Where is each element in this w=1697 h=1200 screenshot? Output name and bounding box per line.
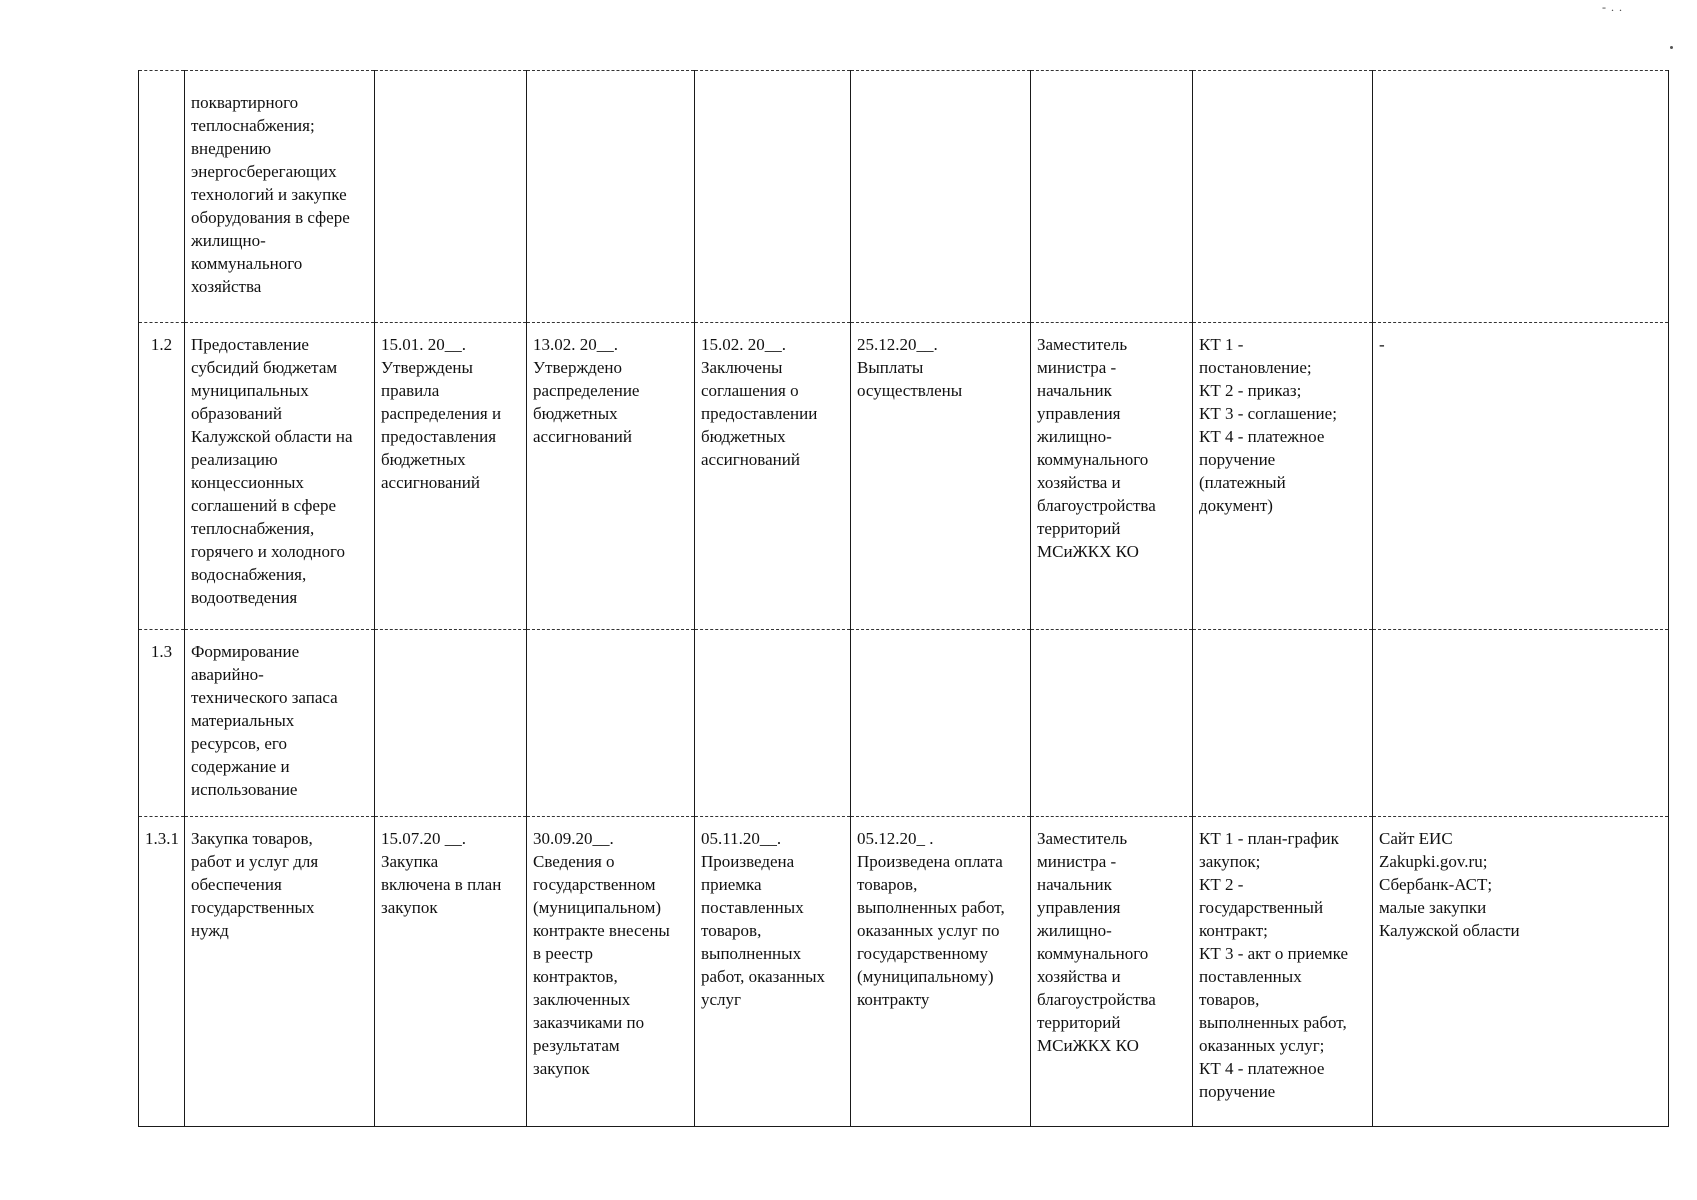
page-corner-mark: - . . (1602, 0, 1623, 14)
control-point-4 (851, 71, 1031, 323)
row-number (139, 71, 185, 323)
control-point-4: 25.12.20__. Выплаты осуществлены (851, 323, 1031, 630)
control-point-3: 15.02. 20__. Заключены соглашения о предоставлении бюджетных ассигнований (695, 323, 851, 630)
row-number: 1.3 (139, 630, 185, 817)
control-point-1 (375, 630, 527, 817)
responsible-person (1031, 71, 1193, 323)
confirming-document: КТ 1 - постановление; КТ 2 - приказ; КТ 3 - соглашение; КТ 4 - платежное поручение (платежный документ) (1193, 323, 1373, 630)
control-point-4 (851, 630, 1031, 817)
control-point-4: 05.12.20_ . Произведена оплата товаров, выполненных работ, оказанных услуг по государственному (муниципальному) контракту (851, 817, 1031, 1127)
information-system (1373, 630, 1669, 817)
control-point-3: 05.11.20__. Произведена приемка поставленных товаров, выполненных работ, оказанных услуг (695, 817, 851, 1127)
information-system: Сайт ЕИС Zakupki.gov.ru; Сбербанк-АСТ; малые закупки Калужской области (1373, 817, 1669, 1127)
event-name: Предоставление субсидий бюджетам муниципальных образований Калужской области на реализацию концессионных соглашений в сфере теплоснабжения, горячего и холодного водоснабжения, водоотведения (185, 323, 375, 630)
event-name: Закупка товаров, работ и услуг для обеспечения государственных нужд (185, 817, 375, 1127)
event-name: поквартирного теплоснабжения; внедрению энергосберегающих технологий и закупке оборудования в сфере жилищно- коммунального хозяйства (185, 71, 375, 323)
information-system: - (1373, 323, 1669, 630)
control-point-1: 15.07.20 __. Закупка включена в план закупок (375, 817, 527, 1127)
responsible-person: Заместитель министра - начальник управления жилищно- коммунального хозяйства и благоустройства территорий МСиЖКХ КО (1031, 323, 1193, 630)
control-point-2: 13.02. 20__. Утверждено распределение бюджетных ассигнований (527, 323, 695, 630)
confirming-document (1193, 630, 1373, 817)
control-point-1: 15.01. 20__. Утверждены правила распределения и предоставления бюджетных ассигнований (375, 323, 527, 630)
table-row (139, 71, 1669, 323)
information-system (1373, 71, 1669, 323)
control-point-3 (695, 71, 851, 323)
responsible-person: Заместитель министра - начальник управления жилищно- коммунального хозяйства и благоустройства территорий МСиЖКХ КО (1031, 817, 1193, 1127)
table-row (139, 817, 1669, 1127)
implementation-plan-table (138, 70, 1669, 1127)
event-name: Формирование аварийно- технического запаса материальных ресурсов, его содержание и использование (185, 630, 375, 817)
table-row (139, 630, 1669, 817)
control-point-1 (375, 71, 527, 323)
responsible-person (1031, 630, 1193, 817)
confirming-document: КТ 1 - план-график закупок; КТ 2 - государственный контракт; КТ 3 - акт о приемке поставленных товаров, выполненных работ, оказанных услуг; КТ 4 - платежное поручение (1193, 817, 1373, 1127)
row-number: 1.3.1 (139, 817, 185, 1127)
control-point-2: 30.09.20__. Сведения о государственном (муниципальном) контракте внесены в реестр контрактов, заключенных заказчиками по результатам закупок (527, 817, 695, 1127)
table-row (139, 323, 1669, 630)
control-point-3 (695, 630, 851, 817)
row-number: 1.2 (139, 323, 185, 630)
control-point-2 (527, 630, 695, 817)
control-point-2 (527, 71, 695, 323)
confirming-document (1193, 71, 1373, 323)
scan-dot (1670, 46, 1673, 49)
